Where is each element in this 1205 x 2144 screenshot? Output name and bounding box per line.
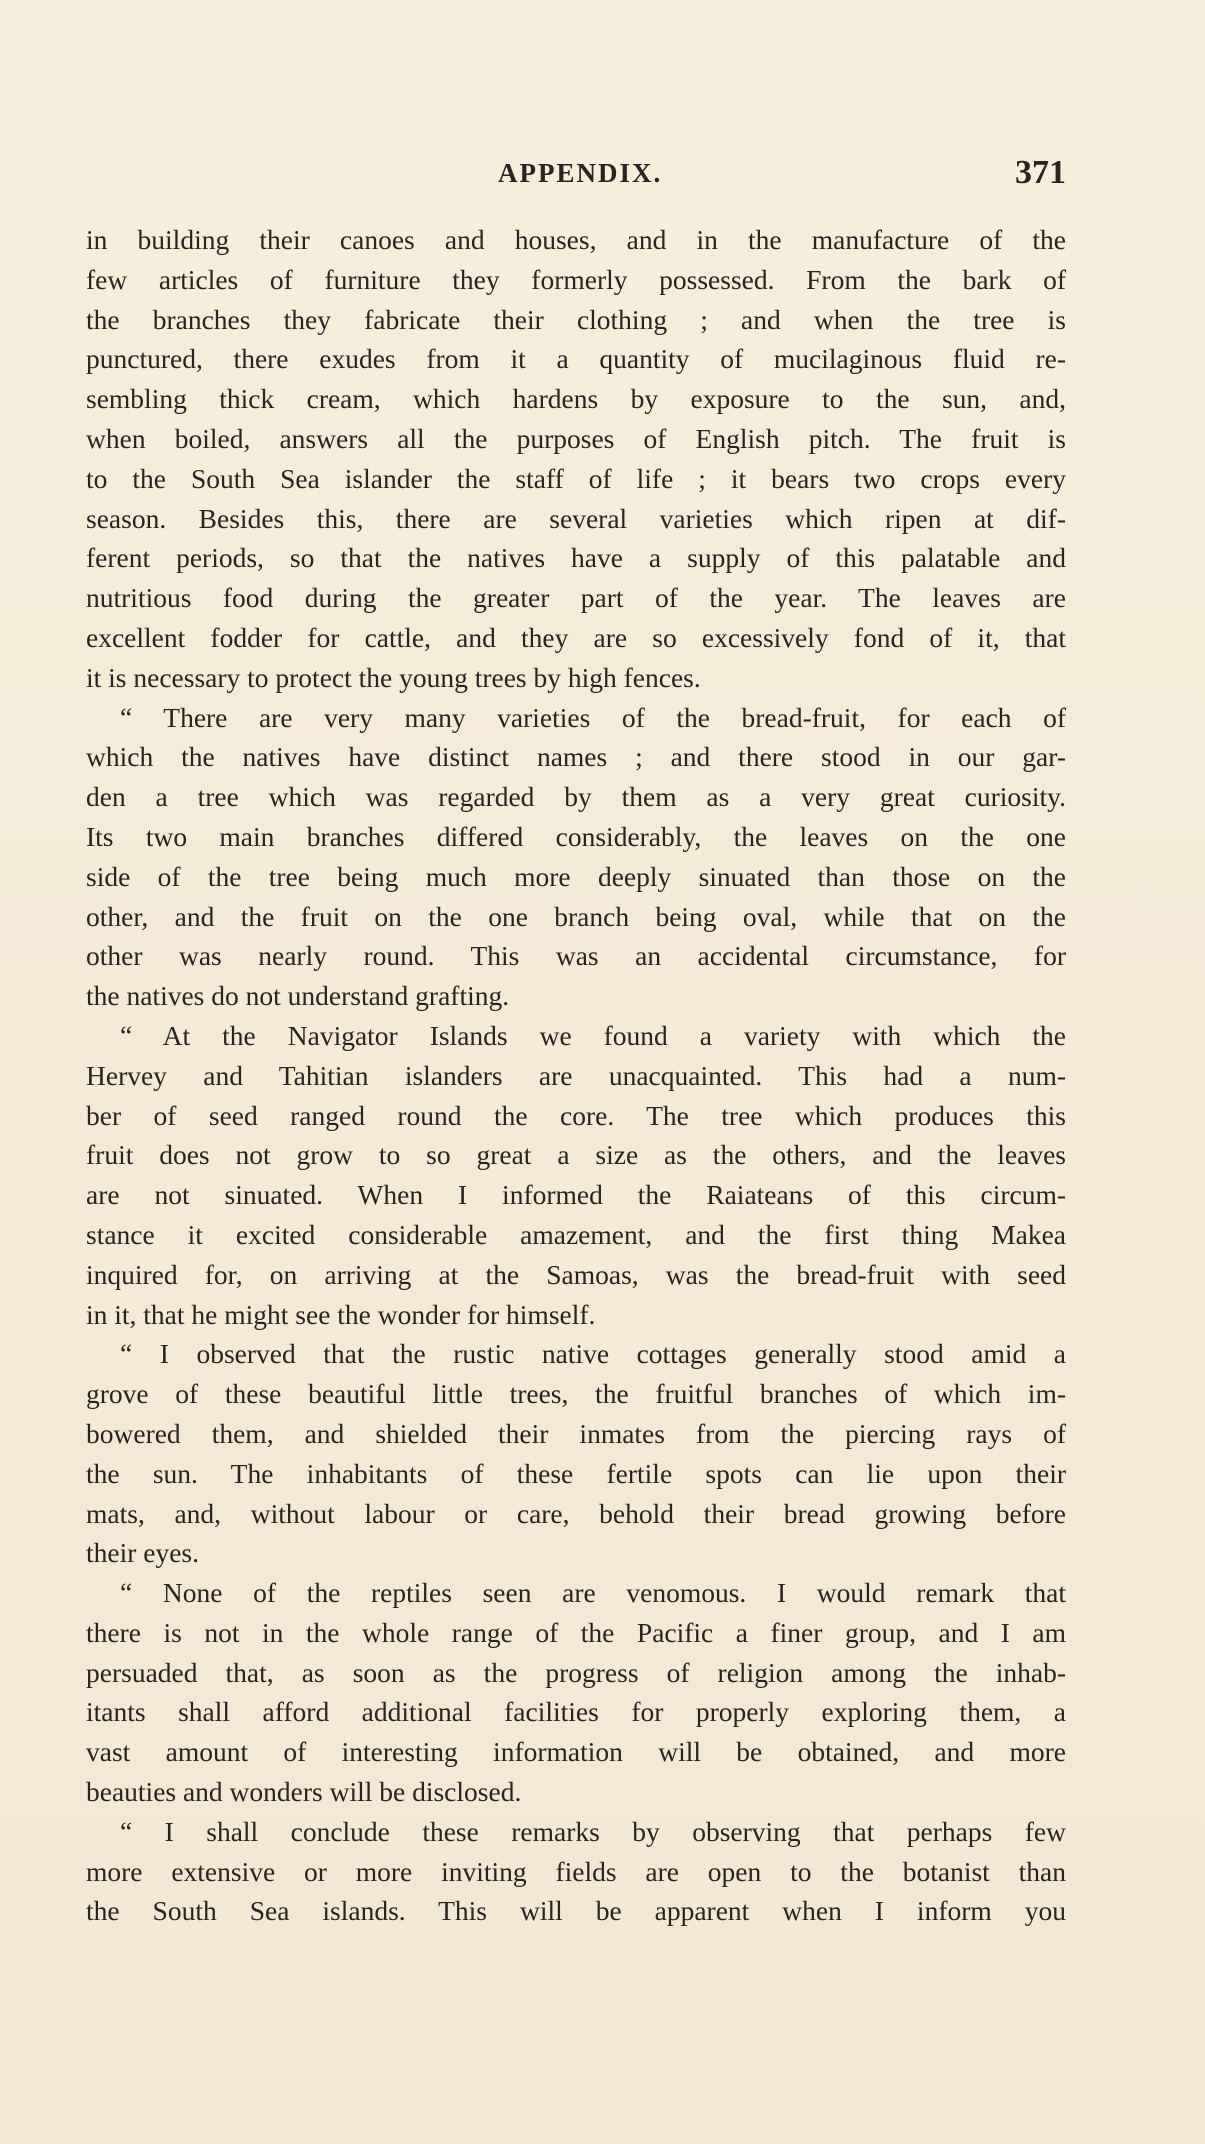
text-line: nutritious food during the greater part of the year. The leaves are [86, 582, 1066, 614]
text-line: fruit does not grow to so great a size as the others, and the leaves [86, 1139, 1066, 1171]
text-line: their eyes. [86, 1537, 200, 1569]
text-line: more extensive or more inviting fields are open to the botanist than [86, 1855, 1066, 1887]
text-line: in it, that he might see the wonder for himself. [86, 1298, 596, 1330]
text-line: side of the tree being much more deeply sinuated than those on the [86, 860, 1066, 892]
text-line: stance it excited considerable amazement, and the first thing Makea [86, 1218, 1066, 1250]
text-line: “ I shall conclude these remarks by observing that perhaps few [120, 1815, 1066, 1847]
text-line: punctured, there exudes from it a quantity of mucilaginous fluid re- [86, 343, 1066, 375]
text-line: there is not in the whole range of the Pacific a finer group, and I am [86, 1616, 1066, 1648]
page-header [86, 154, 1066, 198]
text-line: bowered them, and shielded their inmates from the piercing rays of [86, 1417, 1066, 1449]
text-line: itants shall afford additional facilities for properly exploring them, a [86, 1696, 1066, 1728]
text-line: the South Sea islands. This will be apparent when I inform you [86, 1895, 1066, 1927]
text-line: Its two main branches differed considerably, the leaves on the one [86, 820, 1066, 852]
text-line: the branches they fabricate their clothing ; and when the tree is [86, 303, 1066, 335]
text-line: are not sinuated. When I informed the Raiateans of this circum- [86, 1179, 1066, 1211]
text-line: Hervey and Tahitian islanders are unacquainted. This had a num- [86, 1059, 1066, 1091]
text-line: “ There are very many varieties of the bread-fruit, for each of [120, 701, 1066, 733]
text-line: few articles of furniture they formerly possessed. From the bark of [86, 263, 1066, 295]
text-line: inquired for, on arriving at the Samoas, was the bread-fruit with seed [86, 1258, 1066, 1290]
running-head: APPENDIX. [498, 158, 663, 188]
text-line: the natives do not understand grafting. [86, 980, 510, 1012]
text-line: the sun. The inhabitants of these fertile spots can lie upon their [86, 1457, 1066, 1489]
text-line: mats, and, without labour or care, behold their bread growing before [86, 1497, 1066, 1529]
text-line: beauties and wonders will be disclosed. [86, 1776, 522, 1808]
text-line: season. Besides this, there are several varieties which ripen at dif- [86, 502, 1066, 534]
text-line: persuaded that, as soon as the progress of religion among the inhab- [86, 1656, 1066, 1688]
text-line: it is necessary to protect the young trees by high fences. [86, 661, 701, 693]
text-line: grove of these beautiful little trees, the fruitful branches of which im- [86, 1378, 1066, 1410]
text-line: den a tree which was regarded by them as a very great curiosity. [86, 781, 1066, 813]
text-line: to the South Sea islander the staff of life ; it bears two crops every [86, 462, 1066, 494]
text-line: ferent periods, so that the natives have a supply of this palatable and [86, 542, 1066, 574]
body-text [86, 220, 1066, 1931]
text-line: other was nearly round. This was an accidental circumstance, for [86, 940, 1066, 972]
text-line: which the natives have distinct names ; and there stood in our gar- [86, 741, 1066, 773]
text-line: “ I observed that the rustic native cottages generally stood amid a [120, 1338, 1066, 1370]
text-line: when boiled, answers all the purposes of English pitch. The fruit is [86, 422, 1066, 454]
text-line: “ At the Navigator Islands we found a variety with which the [120, 1019, 1066, 1051]
page-number: 371 [1015, 154, 1066, 191]
text-line: other, and the fruit on the one branch being oval, while that on the [86, 900, 1066, 932]
text-line: excellent fodder for cattle, and they are so excessively fond of it, that [86, 621, 1066, 653]
text-line: in building their canoes and houses, and in the manufacture of the [86, 224, 1066, 255]
text-line: “ None of the reptiles seen are venomous. I would remark that [120, 1577, 1066, 1609]
text-line: vast amount of interesting information will be obtained, and more [86, 1736, 1066, 1768]
text-line: sembling thick cream, which hardens by exposure to the sun, and, [86, 383, 1066, 415]
text-line: ber of seed ranged round the core. The tree which produces this [86, 1099, 1066, 1131]
